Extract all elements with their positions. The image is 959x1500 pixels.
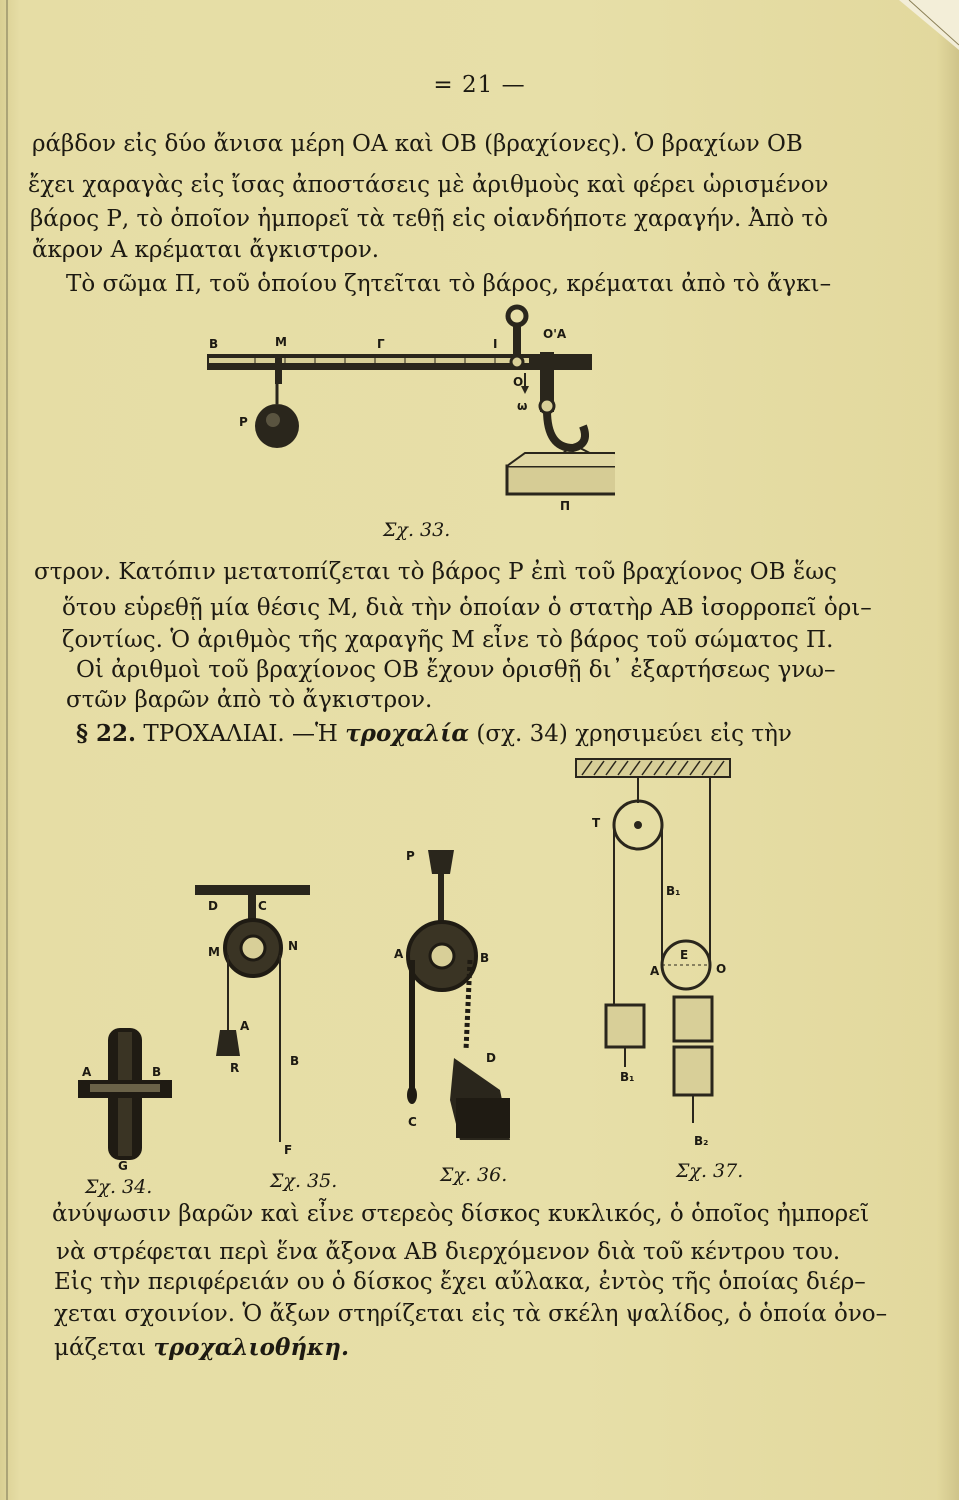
figure-35-caption: Σχ. 35.	[270, 1170, 338, 1192]
label-b2: B₂	[694, 1134, 709, 1148]
text-line: Τὸ σῶμα Π, τοῦ ὁποίου ζητεῖται τὸ βάρος, κρέμαται ἀπὸ τὸ ἄγκι–	[66, 271, 832, 297]
label-omega: ω	[517, 399, 528, 413]
figure-37-pulley-system	[570, 755, 750, 1155]
label-a: A	[650, 964, 660, 978]
page-binding-edge	[6, 0, 8, 1500]
label-c: C	[408, 1115, 417, 1129]
label-b: B	[290, 1054, 300, 1068]
text-line: στρον. Κατόπιν μετατοπίζεται τὸ βάρος Ρ ἐπὶ τοῦ βραχίονος ΟΒ ἕως	[34, 559, 837, 585]
text-line: χεται σχοινίον. Ὁ ἄξων στηρίζεται εἰς τὰ σκέλη ψαλίδος, ὁ ὁποία ὀνο–	[54, 1301, 888, 1327]
label-m: M	[208, 945, 220, 959]
label-o: O	[716, 962, 727, 976]
weight-p	[255, 404, 299, 448]
label-g: G	[118, 1159, 128, 1170]
label-b: B	[480, 951, 490, 965]
label-a: A	[82, 1065, 92, 1079]
torn-corner	[899, 0, 959, 60]
label-a: A	[394, 947, 404, 961]
label-oa: O'A	[543, 327, 567, 341]
label-pi: Π	[560, 499, 571, 513]
label-e: E	[680, 948, 689, 962]
figure-36-pulley-with-rope	[390, 840, 530, 1160]
label-o: O	[513, 375, 524, 389]
text-line: Εἰς τὴν περιφέρειάν ου ὁ δίσκος ἔχει αὔλακα, ἐντὸς τῆς ὁποίας διέρ–	[54, 1269, 866, 1295]
text-line-last	[54, 1334, 349, 1362]
figure-37-caption: Σχ. 37.	[676, 1160, 744, 1182]
label-i: I	[493, 337, 498, 351]
text-line: ὅτου εὑρεθῇ μία θέσις Μ, διὰ τὴν ὁποίαν ὁ στατὴρ ΑΒ ἰσορροπεῖ ὁρι–	[62, 595, 872, 621]
section-dash: —Ἡ	[292, 721, 338, 747]
text-line: ἀνύψωσιν βαρῶν καὶ εἶνε στερεὸς δίσκος κυκλικός, ὁ ὁποῖος ἠμπορεῖ	[52, 1201, 870, 1227]
label-d: D	[486, 1051, 496, 1065]
label-m: M	[275, 335, 287, 349]
label-b: B	[209, 337, 219, 351]
label-n: N	[288, 939, 299, 953]
text-line: ζοντίως. Ὁ ἀριθμὸς τῆς χαραγῆς Μ εἶνε τὸ βάρος τοῦ σώματος Π.	[62, 627, 834, 653]
label-f: F	[284, 1143, 293, 1157]
label-a: A	[240, 1019, 250, 1033]
label-c: C	[258, 899, 267, 913]
label-b1-top: B₁	[666, 884, 681, 898]
text-line: νὰ στρέφεται περὶ ἕνα ἄξονα ΑΒ διερχόμενον διὰ τοῦ κέντρου του.	[56, 1239, 841, 1265]
figure-33-caption: Σχ. 33.	[383, 519, 451, 541]
figure-33-steelyard	[195, 298, 615, 513]
label-p: P	[406, 849, 415, 863]
section-title: ΤΡΟΧΑΛΙΑΙ.	[143, 721, 285, 747]
label-t: T	[592, 816, 601, 830]
figure-34-caption: Σχ. 34.	[85, 1176, 153, 1198]
section-heading-line	[76, 720, 792, 748]
text-line: στῶν βαρῶν ἀπὸ τὸ ἄγκιστρον.	[66, 687, 433, 713]
text-line: Οἱ ἀριθμοὶ τοῦ βραχίονος ΟΒ ἔχουν ὁρισθῇ δι᾽ ἐξαρτήσεως γνω–	[76, 657, 836, 683]
section-number: § 22.	[76, 720, 137, 747]
label-p: P	[239, 415, 248, 429]
last-line-text: μάζεται	[54, 1335, 147, 1361]
term-pulley: τροχαλία	[345, 720, 470, 747]
body-pi	[507, 466, 615, 494]
page-number: = 21 —	[433, 72, 526, 98]
text-line: βάρος Ρ, τὸ ὁποῖον ἠμπορεῖ τὰ τεθῇ εἰς οἱανδήποτε χαραγήν. Ἀπὸ τὸ	[30, 206, 829, 232]
label-gamma: Γ	[377, 337, 385, 351]
text-line: ἄκρον Α κρέμαται ἄγκιστρον.	[32, 237, 380, 263]
label-r: R	[230, 1061, 240, 1075]
figure-35-fixed-pulley	[190, 880, 320, 1160]
hook	[547, 410, 585, 448]
page-right-edge	[937, 0, 959, 1500]
label-d: D	[208, 899, 218, 913]
sliding-weight-hook	[275, 356, 282, 384]
section-rest: (σχ. 34) χρησιμεύει εἰς τὴν	[476, 721, 792, 747]
figure-36-caption: Σχ. 36.	[440, 1164, 508, 1186]
term-pulley-block: τροχαλιοθήκη.	[153, 1334, 350, 1361]
figure-34-pulley-wheel	[70, 1020, 180, 1170]
label-b: B	[152, 1065, 162, 1079]
text-line: ἔχει χαραγὰς εἰς ἴσας ἀποστάσεις μὲ ἀριθμοὺς καὶ φέρει ὡρισμένον	[28, 172, 829, 198]
label-b1: B₁	[620, 1070, 635, 1084]
suspension-ring	[508, 307, 526, 325]
text-line: ράβδον εἰς δύο ἄνισα μέρη ΟΑ καὶ ΟΒ (βραχίονες). Ὁ βραχίων ΟΒ	[32, 131, 803, 157]
